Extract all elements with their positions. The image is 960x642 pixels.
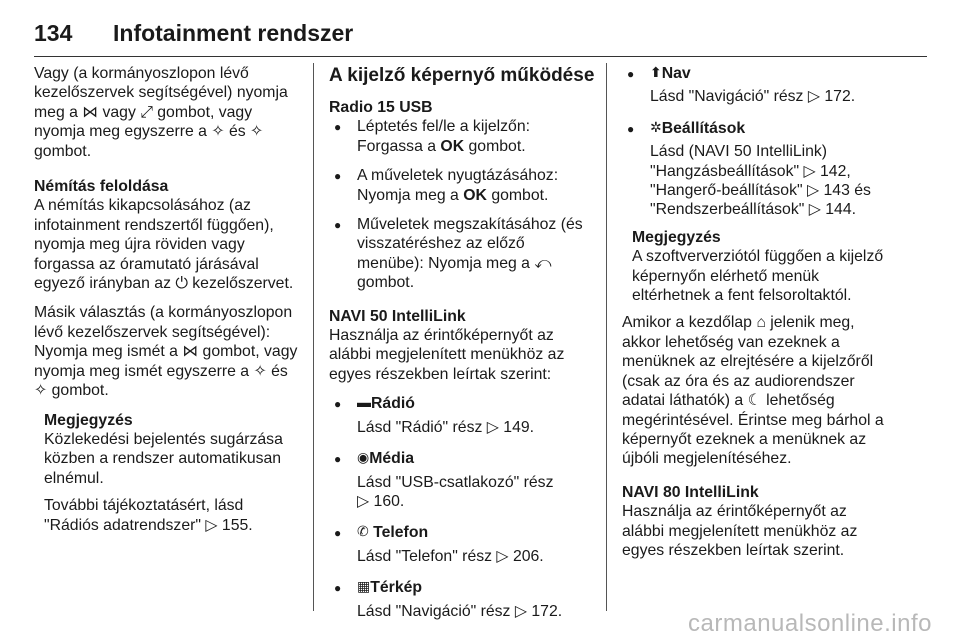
column-1 xyxy=(34,64,306,543)
column-2 xyxy=(329,64,597,633)
menu-desc: Lásd "Navigáció" rész ▷ 172. xyxy=(650,88,856,106)
paragraph-unmute: A némítás kikapcsolásához (az infotainment rendszertől függően), nyomja meg újra röviden vagy forgassa az óramutató járásával egyező irányban az ⏻ kezelőszervet. xyxy=(34,197,294,293)
column-divider-1 xyxy=(313,63,314,611)
bullet-icon xyxy=(627,64,634,84)
menu-desc: Lásd "Telefon" rész ▷ 206. xyxy=(357,547,544,565)
media-icon: ◉ xyxy=(357,449,370,466)
menu-item-radio: ● ▬Rádió xyxy=(329,394,597,413)
bullet-icon xyxy=(627,119,634,139)
menu-desc: Lásd "Navigáció" rész ▷ 172. xyxy=(357,602,563,620)
note-text: Közlekedési bejelentés sugárzása közben a rendszer automatikusan elnémul. xyxy=(44,430,283,487)
menu-item-media: ● ◉Média xyxy=(329,449,597,468)
bullet-icon xyxy=(334,523,341,543)
menu-item-nav: ● ⬆Nav xyxy=(622,64,894,83)
note-block xyxy=(632,228,894,306)
list-item: ● A műveletek nyugtázásához: Nyomja meg a OK gombot. xyxy=(329,166,597,205)
note-text: A szoftververziótól függően a kijelző képernyőn elérhető menük eltérhetnek a fent felsoroltaktól. xyxy=(632,248,884,305)
note-block xyxy=(44,411,306,535)
header-divider xyxy=(34,56,927,57)
bullet-icon xyxy=(334,578,341,598)
bullet-icon xyxy=(334,215,341,235)
note-heading: Megjegyzés xyxy=(44,411,133,429)
radio-icon: ▬ xyxy=(357,394,371,411)
menu-item-phone: ● ✆ Telefon xyxy=(329,523,597,542)
bullet-icon xyxy=(334,394,341,414)
note-reference: További tájékoztatásért, lásd "Rádiós adatrendszer" ▷ 155. xyxy=(44,497,253,534)
paragraph-alternative: Másik választás (a kormányoszlopon lévő kezelőszervek segítségével): Nyomja meg ismét a ⋈ gombot, vagy nyomja meg ismét egyszerre a ✧ és ✧ gombot. xyxy=(34,304,298,400)
paragraph-steering-buttons: Vagy (a kormányoszlopon lévő kezelőszervek segítségével) nyomja meg a ⋈ vagy ⤢ gombot, vagy nyomja meg egyszerre a ✧ és ✧ gombot. xyxy=(34,65,288,160)
phone-icon: ✆ xyxy=(357,523,369,540)
paragraph-navi50: Használja az érintőképernyőt az alábbi megjelenített menükhöz az egyes részekben leírtak szerint: xyxy=(329,327,565,383)
paragraph-home-screen: Amikor a kezdőlap ⌂ jelenik meg, akkor lehetőség van ezeknek a menüknek az elrejtésére a kijelzőről (csak az óra és az audiorendszer adatai láthatók) a ☾ lehetőség megérintésével. Érintse meg bárhol a képernyőt ezeknek a menüknek az újbóli megjelenítéséhez. xyxy=(622,314,884,468)
bullet-icon xyxy=(334,449,341,469)
menu-desc: Lásd "Rádió" rész ▷ 149. xyxy=(357,418,535,436)
paragraph-navi80: Használja az érintőképernyőt az alábbi megjelenített menükhöz az egyes részekben leírtak szerint. xyxy=(622,503,858,559)
column-divider-2 xyxy=(606,63,607,611)
bullet-icon xyxy=(334,117,341,137)
section-heading: A kijelző képernyő működése xyxy=(329,65,595,86)
mute-heading: Némítás feloldása xyxy=(34,178,169,196)
menu-item-map: ● ▦Térkép xyxy=(329,578,597,597)
nav-arrow-icon: ⬆ xyxy=(650,64,662,80)
menu-desc: Lásd "USB-csatlakozó" rész ▷ 160. xyxy=(357,473,554,510)
map-icon: ▦ xyxy=(357,578,371,595)
page-number: 134 xyxy=(34,20,73,46)
menu-item-settings: ● ✲Beállítások xyxy=(622,119,894,138)
radio15-heading: Radio 15 USB xyxy=(329,99,433,116)
column-3 xyxy=(622,64,894,570)
page-title: Infotainment rendszer xyxy=(113,20,354,46)
list-item: ● Léptetés fel/le a kijelzőn: Forgassa a OK gombot. xyxy=(329,117,597,156)
navi80-heading: NAVI 80 IntelliLink xyxy=(622,483,759,501)
bullet-icon xyxy=(334,166,341,186)
note-heading: Megjegyzés xyxy=(632,228,721,246)
list-item: ● Műveletek megszakításához (és visszatéréshez az előző menübe): Nyomja meg a ⤺ gombot. xyxy=(329,215,597,293)
menu-desc: Lásd (NAVI 50 IntelliLink) "Hangzásbeállítások" ▷ 142, "Hangerő-beállítások" ▷ 143 és "Rendszerbeállítások" ▷ 144. xyxy=(650,143,871,219)
watermark: carmanualsonline.info xyxy=(688,610,932,637)
page-header xyxy=(0,0,960,56)
gear-icon: ✲ xyxy=(650,118,662,135)
navi50-heading: NAVI 50 IntelliLink xyxy=(329,307,466,325)
